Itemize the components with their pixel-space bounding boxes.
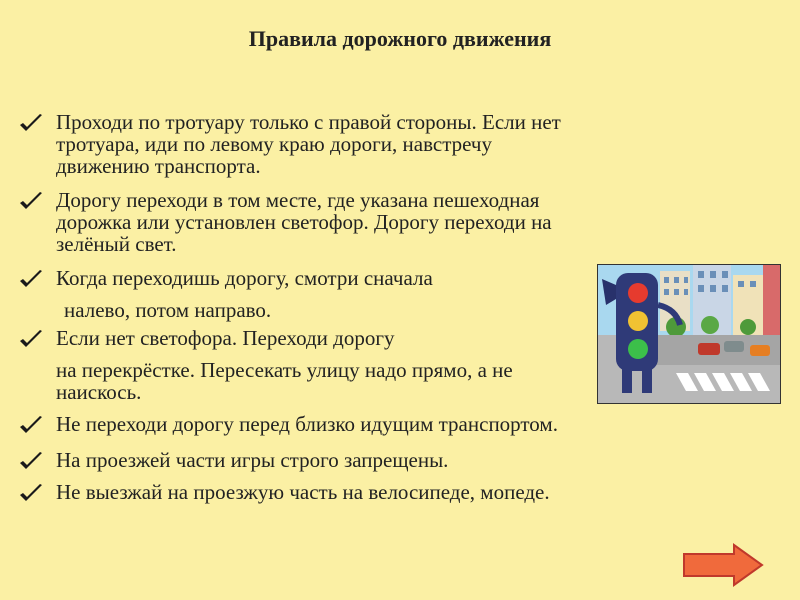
rule-line: Не выезжай на проезжую часть на велосипеде, мопеде. (56, 480, 550, 504)
rule-line: Дорогу переходи в том месте, где указана пешеходная (56, 188, 540, 212)
checkmark-icon (18, 113, 44, 135)
rule-line: налево, потом направо. (64, 298, 272, 322)
rule-line: тротуара, иди по левому краю дороги, навстречу (56, 132, 492, 156)
rule-line: Не переходи дорогу перед близко идущим транспортом. (56, 412, 558, 436)
rule-item (18, 413, 778, 435)
rule-item (18, 481, 778, 503)
checkmark-icon (18, 483, 44, 505)
checkmark-icon (18, 191, 44, 213)
rule-line: дорожка или установлен светофор. Дорогу переходи на (56, 210, 552, 234)
rule-line: зелёный свет. (56, 232, 177, 256)
traffic-light-illustration (597, 264, 781, 404)
rule-item (18, 111, 778, 177)
right-arrow-icon (684, 545, 762, 585)
page-title: Правила дорожного движения (248, 26, 552, 51)
next-arrow-button[interactable] (682, 543, 764, 587)
checkmark-icon (18, 329, 44, 351)
rule-line: наискось. (56, 380, 142, 404)
rule-item (18, 449, 778, 471)
rule-line: на перекрёстке. Пересекать улицу надо прямо, а не (56, 358, 513, 382)
rule-line: движению транспорта. (56, 154, 261, 178)
rule-line: Проходи по тротуару только с правой стороны. Если нет (56, 110, 561, 134)
rule-line: Если нет светофора. Переходи дорогу (56, 326, 395, 350)
checkmark-icon (18, 269, 44, 291)
checkmark-icon (18, 415, 44, 437)
rule-line: На проезжей части игры строго запрещены. (56, 448, 449, 472)
checkmark-icon (18, 451, 44, 473)
rule-line: Когда переходишь дорогу, смотри сначала (56, 266, 433, 290)
rule-item (18, 189, 778, 255)
